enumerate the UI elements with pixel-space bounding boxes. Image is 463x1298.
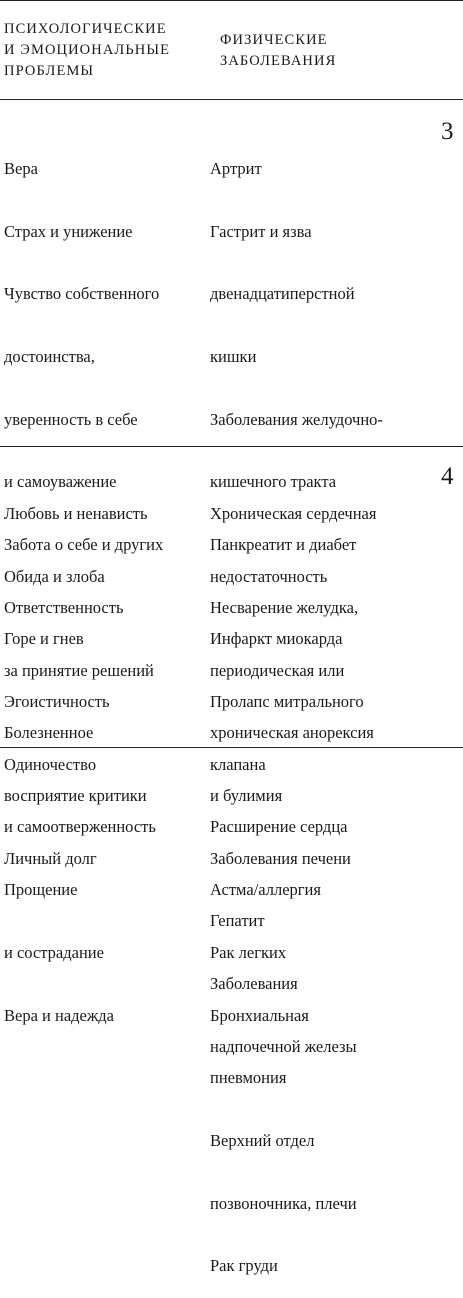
list-item: Рак груди	[210, 1256, 278, 1276]
list-item: пневмония	[210, 1068, 287, 1088]
header-line: И ЭМОЦИОНАЛЬНЫЕ	[4, 42, 171, 58]
column-header-physical	[220, 30, 336, 72]
list-item: Любовь и ненависть	[4, 503, 148, 523]
list-item: Заболевания печени	[210, 848, 351, 868]
list-item: Бронхиальная	[210, 1005, 309, 1025]
list-item: двенадцатиперстной	[210, 284, 355, 304]
list-item: Горе и гнев	[4, 629, 84, 649]
list-item: Пролапс митрального	[210, 691, 364, 711]
section-number-4: 4	[441, 463, 454, 490]
list-item: периодическая или	[210, 660, 345, 680]
list-item: уверенность в себе	[4, 409, 138, 429]
list-item: Артрит	[210, 158, 262, 178]
list-item: Заболевания желудочно-	[210, 409, 383, 429]
list-item: хроническая анорексия	[210, 723, 374, 743]
list-item: Гепатит	[210, 911, 265, 931]
list-item: Гастрит и язва	[210, 221, 312, 241]
bottom-rule	[0, 747, 463, 748]
header-rule	[0, 99, 463, 100]
column-header-psychological	[4, 19, 170, 82]
list-item: Астма/аллергия	[210, 880, 321, 900]
list-item: восприятие критики	[4, 786, 147, 805]
section-rule	[0, 446, 463, 447]
list-item: и сострадание	[4, 942, 104, 962]
header-line: ПСИХОЛОГИЧЕСКИЕ	[4, 21, 167, 37]
list-item: кишки	[210, 346, 257, 366]
list-item: Болезненное	[4, 723, 94, 743]
list-item: Обида и злоба	[4, 566, 105, 586]
list-item: и булимия	[210, 786, 283, 805]
header-line: ЗАБОЛЕВАНИЯ	[220, 53, 337, 69]
list-item: Панкреатит и диабет	[210, 535, 357, 555]
list-item: Ответственность	[4, 597, 124, 617]
list-item: Прощение	[4, 880, 78, 900]
section-4-psychological	[4, 462, 156, 1047]
list-item: кишечного тракта	[210, 472, 337, 492]
list-item: и самоуважение	[4, 472, 117, 492]
list-item: Страх и унижение	[4, 221, 133, 241]
header-line: ПРОБЛЕМЫ	[4, 63, 95, 79]
list-item: Забота о себе и других	[4, 535, 164, 555]
list-item: Чувство собственного	[4, 284, 160, 304]
list-item: Вера и надежда	[4, 1005, 114, 1025]
list-item: Заболевания	[210, 974, 298, 994]
list-item: Верхний отдел	[210, 1131, 315, 1150]
list-item: Вера	[4, 158, 38, 178]
list-item: Инфаркт миокарда	[210, 629, 343, 649]
list-item: за принятие решений	[4, 660, 154, 680]
section-4-physical	[210, 462, 376, 1298]
list-item: Несварение желудка,	[210, 597, 359, 617]
header-line: ФИЗИЧЕСКИЕ	[220, 32, 328, 48]
list-item: Хроническая сердечная	[210, 503, 377, 523]
list-item: Эгоистичность	[4, 691, 110, 711]
top-rule	[0, 0, 463, 1]
list-item: достоинства,	[4, 346, 95, 366]
list-item: надпочечной железы	[210, 1036, 357, 1056]
list-item: недостаточность	[210, 566, 328, 586]
list-item: Личный долг	[4, 848, 97, 868]
list-item: позвоночника, плечи	[210, 1193, 357, 1213]
section-number-3: 3	[441, 118, 454, 145]
list-item: клапана	[210, 754, 266, 774]
list-item: Рак легких	[210, 942, 287, 962]
list-item: и самоотверженность	[4, 817, 156, 837]
list-item: Одиночество	[4, 754, 97, 774]
list-item: Расширение сердца	[210, 817, 348, 837]
